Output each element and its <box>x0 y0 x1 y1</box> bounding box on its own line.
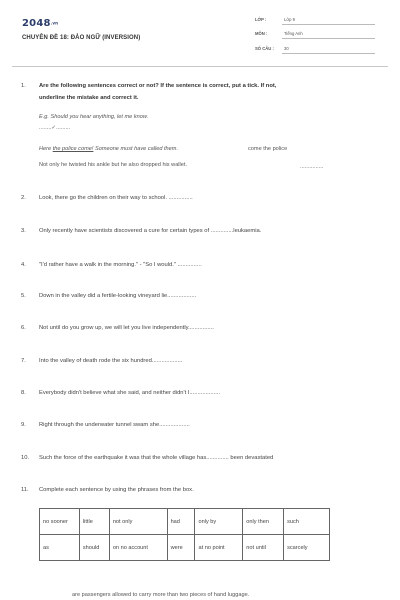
example-2-part-b: Someone must have called them. <box>93 146 178 152</box>
example-2-part-a: Here <box>39 146 53 152</box>
question-6-text: Not until do you grow up, we will let you live independently................ <box>39 325 214 331</box>
question-2-number: 2. <box>21 195 26 201</box>
question-4-text: "I'd rather have a walk in the morning." - "So I would." ............... <box>39 262 202 268</box>
question-7-number: 7. <box>21 358 26 364</box>
subject-label: MÔN : <box>255 31 268 36</box>
logo <box>22 18 58 29</box>
phrase-cell: on no account <box>109 535 167 561</box>
phrase-cell: no sooner <box>40 509 80 535</box>
phrase-cell: little <box>79 509 109 535</box>
phrase-cell: scarcely <box>284 535 330 561</box>
question-10-number: 10. <box>21 455 30 461</box>
question-11-text: Complete each sentence by using the phrases from the box. <box>39 487 194 493</box>
question-11-number: 11. <box>21 487 29 493</box>
class-underline <box>282 24 375 25</box>
question-6-number: 6. <box>21 325 26 331</box>
phrase-cell: were <box>167 535 195 561</box>
question-10-text: Such the force of the earthquake it was that the whole village has.............. been devastated <box>39 455 274 461</box>
example-2-underlined: the police come! <box>52 146 94 152</box>
phrase-box-row-1 <box>40 509 330 535</box>
question-1-item: Not only he twisted his ankle but he also dropped his wallet. <box>39 162 188 168</box>
header-divider <box>12 66 388 67</box>
question-3-text: Only recently have scientists discovered a cure for certain types of ..............leukaemia. <box>39 228 262 234</box>
question-3-number: 3. <box>21 228 26 234</box>
phrase-cell: only then <box>243 509 284 535</box>
question-9-text: Right through the underwater tunnel swam she................... <box>39 422 190 428</box>
logo-main: 2048 <box>22 18 51 29</box>
phrase-cell: at no point <box>195 535 243 561</box>
question-8-text: Everybody didn't believe what she said, and neither didn't I................... <box>39 390 221 396</box>
phrase-cell: only by <box>195 509 243 535</box>
phrase-box-row-2 <box>40 535 330 561</box>
phrase-cell: should <box>79 535 109 561</box>
phrase-cell: such <box>284 509 330 535</box>
question-5-number: 5. <box>21 293 26 299</box>
question-1-line-1: Are the following sentences correct or not? If the sentence is correct, put a tick. If not, <box>39 83 277 89</box>
phrase-cell: had <box>167 509 195 535</box>
question-5-text: Down in the valley did a fertile-looking vineyard lie.................. <box>39 293 197 299</box>
subject-underline <box>282 38 375 39</box>
logo-suffix: .vn <box>50 20 59 26</box>
question-1-answer-blank[interactable]: ............... <box>300 164 324 170</box>
count-value: 30 <box>284 46 289 51</box>
example-1: E.g. Should you hear anything, let me know. <box>39 114 149 120</box>
count-underline <box>282 53 375 54</box>
phrase-cell: not until <box>243 535 284 561</box>
example-2 <box>39 146 178 152</box>
question-4-number: 4. <box>21 262 26 268</box>
example-1-mark: ........✓......... <box>39 125 71 131</box>
example-2-correction: come the police <box>248 146 288 152</box>
count-label: SỐ CÂU : <box>255 46 274 51</box>
class-value: Lớp 9 <box>284 17 295 22</box>
question-9-number: 9. <box>21 422 26 428</box>
question-7-text: Into the valley of death rode the six hundred................... <box>39 358 183 364</box>
topic-title: CHUYÊN ĐỀ 18: ĐẢO NGỮ (INVERSION) <box>22 35 141 41</box>
class-label: LỚP : <box>255 17 267 22</box>
question-8-number: 8. <box>21 390 26 396</box>
next-sentence-fragment: are passengers allowed to carry more than two pieces of hand luggage. <box>72 592 250 598</box>
question-1-line-2: underline the mistake and correct it. <box>39 95 139 101</box>
phrase-cell: as <box>40 535 80 561</box>
question-1-number: 1. <box>21 83 26 89</box>
question-2-text: Look, there go the children on their way to school. ............... <box>39 195 193 201</box>
subject-value: Tiếng Anh <box>284 31 303 36</box>
phrase-cell: not only <box>109 509 167 535</box>
phrase-box <box>39 508 330 561</box>
